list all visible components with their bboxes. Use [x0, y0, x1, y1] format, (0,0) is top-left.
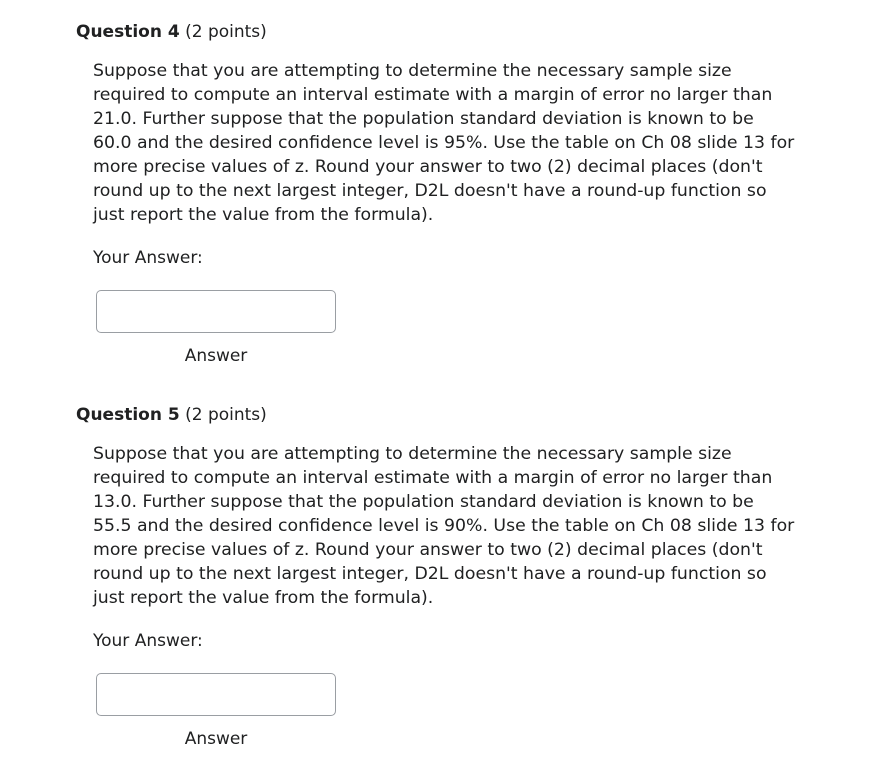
question-points: (2 points): [185, 405, 267, 425]
answer-caption: Answer: [184, 346, 248, 366]
question-text: Suppose that you are attempting to determine the necessary sample size required to compute an interval estimate with a margin of error no larger than 21.0. Further suppose that the population standard deviation is known to be 60.0 and the desired confidence level is 95%. Use the table on Ch 08 slide 13 for more precise values of z. Round your answer to two (2) decimal places (don't round up to the next largest integer, D2L doesn't have a round-up function so just report the value from the formula).: [93, 61, 795, 225]
answer-label: Your Answer:: [93, 248, 203, 268]
question-header: [76, 404, 267, 426]
question-points: (2 points): [185, 22, 267, 42]
answer-caption: Answer: [184, 729, 248, 749]
question-header: [76, 21, 267, 43]
answer-label: Your Answer:: [93, 631, 203, 651]
question-title: Question 5: [76, 405, 180, 425]
question-title: Question 4: [76, 22, 180, 42]
answer-input[interactable]: [96, 290, 336, 333]
answer-input[interactable]: [96, 673, 336, 716]
question-text: Suppose that you are attempting to determine the necessary sample size required to compute an interval estimate with a margin of error no larger than 13.0. Further suppose that the population standard deviation is known to be 55.5 and the desired confidence level is 90%. Use the table on Ch 08 slide 13 for more precise values of z. Round your answer to two (2) decimal places (don't round up to the next largest integer, D2L doesn't have a round-up function so just report the value from the formula).: [93, 444, 795, 608]
